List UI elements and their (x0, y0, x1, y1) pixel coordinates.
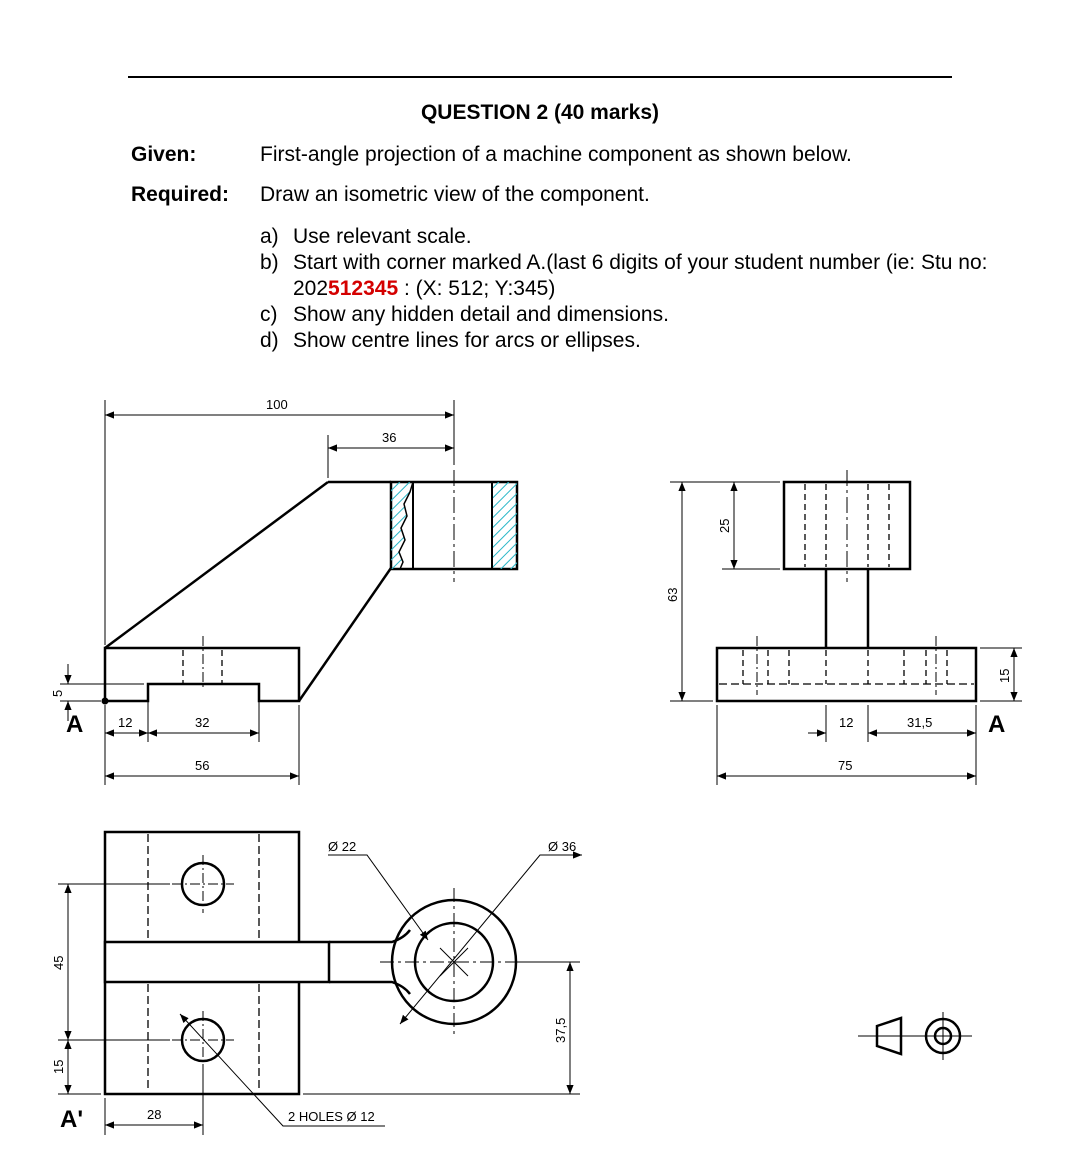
top-view-dimensions (51, 839, 576, 1133)
first-angle-projection-symbol (858, 1012, 972, 1060)
dim-31-5: 31,5 (907, 715, 933, 730)
corner-a-label: A (66, 711, 84, 738)
list-item: b) Start with corner marked A.(last 6 digits of your student number (ie: Stu no: 202512345 : (X: 512; Y:345) (260, 251, 988, 300)
dim-dia-36: Ø 36 (548, 839, 577, 854)
corner-a-label-side: A (988, 711, 1006, 738)
side-view (670, 470, 1022, 785)
given-text: First-angle projection of a machine component as shown below. (260, 143, 852, 166)
dim-45: 45 (51, 955, 66, 970)
dim-15-top: 15 (51, 1059, 66, 1074)
dim-36: 36 (382, 430, 397, 445)
top-view (58, 832, 582, 1135)
dim-37-5: 37,5 (553, 1017, 568, 1043)
given-label: Given: (131, 143, 197, 166)
list-item: a) Use relevant scale. (260, 225, 472, 248)
student-number-highlight: 512345 (328, 277, 399, 300)
dim-28: 28 (147, 1107, 162, 1122)
holes-note: 2 HOLES Ø 12 (288, 1109, 375, 1124)
dim-63: 63 (665, 587, 680, 602)
corner-a-prime-label: A' (60, 1106, 84, 1133)
list-item: c) Show any hidden detail and dimensions. (260, 303, 669, 326)
dim-25: 25 (717, 518, 732, 533)
dim-15: 15 (997, 668, 1012, 683)
dim-32: 32 (195, 715, 210, 730)
front-view-dimensions (50, 397, 396, 773)
dim-dia-22: Ø 22 (328, 839, 357, 854)
question-title: QUESTION 2 (40 marks) (420, 101, 660, 124)
dim-75: 75 (838, 758, 853, 773)
corner-a-point (102, 698, 109, 705)
dim-12-side: 12 (839, 715, 854, 730)
list-item: d) Show centre lines for arcs or ellipses. (260, 329, 641, 352)
dim-5: 5 (50, 689, 65, 697)
dim-12: 12 (118, 715, 133, 730)
dim-100: 100 (266, 397, 288, 412)
required-text: Draw an isometric view of the component. (260, 183, 650, 206)
required-label: Required: (131, 183, 230, 206)
dim-56: 56 (195, 758, 210, 773)
